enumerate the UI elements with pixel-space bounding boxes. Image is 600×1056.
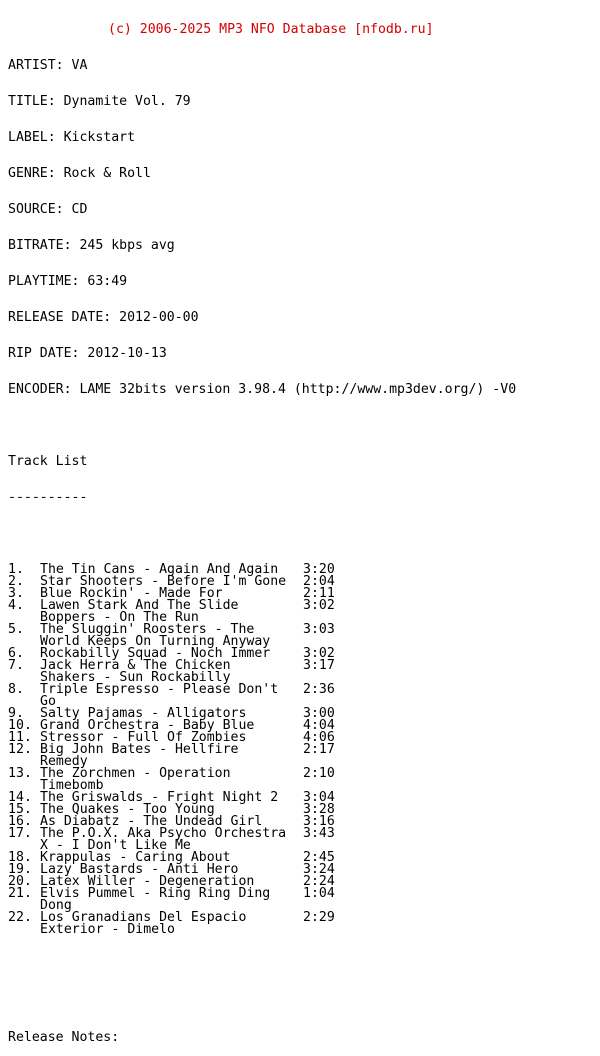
track-number: 16. [8, 814, 32, 829]
track-title: Stressor - Full Of Zombies [40, 730, 247, 745]
track-title: The Sluggin' Roosters - The [40, 622, 255, 637]
nfo-document [8, 0, 516, 1056]
track-number: 9. [8, 706, 24, 721]
artist-line: ARTIST: VA [8, 58, 88, 73]
track-row [8, 876, 516, 888]
track-number: 8. [8, 682, 24, 697]
track-row-continued [8, 900, 516, 912]
bitrate-line: BITRATE: 245 kbps avg [8, 238, 175, 253]
track-duration: 3:02 [303, 598, 335, 613]
track-title: Jack Herra & The Chicken [40, 658, 231, 673]
track-title: The Quakes - Too Young [40, 802, 215, 817]
tracklist-heading: Track List [8, 454, 88, 469]
track-duration: 2:29 [303, 910, 335, 925]
track-number: 1. [8, 562, 24, 577]
track-title: World Keeps On Turning Anyway [40, 634, 271, 649]
track-title: Lawen Stark And The Slide [40, 598, 239, 613]
track-duration: 2:11 [303, 586, 335, 601]
track-row-continued [8, 696, 516, 708]
track-duration: 4:06 [303, 730, 335, 745]
track-number: 19. [8, 862, 32, 877]
track-title: Latex Willer - Degeneration [40, 874, 255, 889]
track-duration [303, 756, 353, 768]
track-duration: 2:04 [303, 574, 335, 589]
track-row [8, 792, 516, 804]
rip-date-line: RIP DATE: 2012-10-13 [8, 346, 167, 361]
track-duration: 3:28 [303, 802, 335, 817]
track-duration: 3:24 [303, 862, 335, 877]
encoder-line: ENCODER: LAME 32bits version 3.98.4 (http://www.mp3dev.org/) -V0 [8, 382, 517, 397]
release-notes-heading: Release Notes: [8, 1030, 120, 1045]
track-number: 10. [8, 718, 32, 733]
track-title: The Tin Cans - Again And Again [40, 562, 279, 577]
spacer [8, 528, 516, 540]
track-title: Triple Espresso - Please Don't [40, 682, 279, 697]
track-row [8, 888, 516, 900]
track-duration: 3:04 [303, 790, 335, 805]
track-title: Remedy [40, 754, 88, 769]
track-number: 22. [8, 910, 32, 925]
playtime-line: PLAYTIME: 63:49 [8, 274, 128, 289]
track-row [8, 864, 516, 876]
track-number: 18. [8, 850, 32, 865]
track-row [8, 684, 516, 696]
track-number: 17. [8, 826, 32, 841]
track-duration: 3:43 [303, 826, 335, 841]
track-number: 2. [8, 574, 24, 589]
source-line: SOURCE: CD [8, 202, 88, 217]
track-duration: 3:16 [303, 814, 335, 829]
track-number: 21. [8, 886, 32, 901]
spacer [8, 996, 516, 1008]
track-duration: 3:00 [303, 706, 335, 721]
tracklist-underline: ---------- [8, 490, 88, 505]
track-number [8, 900, 40, 912]
track-title: Rockabilly Squad - Noch Immer [40, 646, 271, 661]
track-row-continued [8, 924, 516, 936]
track-title: Boppers - On The Run [40, 610, 199, 625]
track-duration: 3:02 [303, 646, 335, 661]
track-number: 12. [8, 742, 32, 757]
track-number [8, 924, 40, 936]
track-title: X - I Don't Like Me [40, 838, 191, 853]
track-number: 5. [8, 622, 24, 637]
track-title: Dong [40, 898, 72, 913]
track-duration [303, 840, 353, 852]
title-line: TITLE: Dynamite Vol. 79 [8, 94, 191, 109]
track-row [8, 852, 516, 864]
track-title: The Griswalds - Fright Night 2 [40, 790, 279, 805]
track-row-continued [8, 840, 516, 852]
track-row-continued [8, 756, 516, 768]
track-title: Shakers - Sun Rockabilly [40, 670, 231, 685]
track-row [8, 804, 516, 816]
track-number: 20. [8, 874, 32, 889]
track-number: 11. [8, 730, 32, 745]
track-row [8, 720, 516, 732]
track-number: 14. [8, 790, 32, 805]
track-title: Big John Bates - Hellfire [40, 742, 239, 757]
track-title: Elvis Pummel - Ring Ring Ding [40, 886, 271, 901]
track-title: As Diabatz - The Undead Girl [40, 814, 263, 829]
track-title: Exterior - Dimelo [40, 922, 175, 937]
track-title: Timebomb [40, 778, 104, 793]
track-row-continued [8, 672, 516, 684]
track-duration: 3:17 [303, 658, 335, 673]
track-duration: 4:04 [303, 718, 335, 733]
track-row-continued [8, 780, 516, 792]
track-title: Los Granadians Del Espacio [40, 910, 247, 925]
track-title: Go [40, 694, 56, 709]
track-list [8, 564, 516, 936]
track-number: 15. [8, 802, 32, 817]
track-number [8, 756, 40, 768]
track-row [8, 660, 516, 672]
track-duration [303, 900, 353, 912]
track-duration: 2:17 [303, 742, 335, 757]
track-duration: 3:03 [303, 622, 335, 637]
track-duration [303, 924, 353, 936]
track-duration: 2:36 [303, 682, 335, 697]
track-number: 3. [8, 586, 24, 601]
track-duration: 3:20 [303, 562, 335, 577]
track-title: Star Shooters - Before I'm Gone [40, 574, 287, 589]
track-title: Salty Pajamas - Alligators [40, 706, 247, 721]
track-row [8, 732, 516, 744]
release-date-line: RELEASE DATE: 2012-00-00 [8, 310, 199, 325]
track-number: 4. [8, 598, 24, 613]
track-duration [303, 696, 353, 708]
track-duration: 2:45 [303, 850, 335, 865]
track-number: 13. [8, 766, 32, 781]
track-duration: 2:10 [303, 766, 335, 781]
track-row [8, 912, 516, 924]
track-row [8, 708, 516, 720]
track-row [8, 768, 516, 780]
track-number: 7. [8, 658, 24, 673]
track-title: Lazy Bastards - Anti Hero [40, 862, 239, 877]
spacer [8, 420, 516, 432]
track-number [8, 672, 40, 684]
track-number [8, 840, 40, 852]
track-duration: 2:24 [303, 874, 335, 889]
track-number: 6. [8, 646, 24, 661]
track-title: Grand Orchestra - Baby Blue [40, 718, 255, 733]
track-row [8, 744, 516, 756]
genre-line: GENRE: Rock & Roll [8, 166, 151, 181]
track-duration: 1:04 [303, 886, 335, 901]
track-row [8, 828, 516, 840]
track-duration [303, 672, 353, 684]
spacer [8, 960, 516, 972]
track-title: Blue Rockin' - Made For [40, 586, 223, 601]
track-title: Krappulas - Caring About [40, 850, 231, 865]
track-duration [303, 780, 353, 792]
track-title: The Zorchmen - Operation [40, 766, 231, 781]
label-line: LABEL: Kickstart [8, 130, 136, 145]
track-row [8, 816, 516, 828]
track-number [8, 696, 40, 708]
track-number [8, 780, 40, 792]
copyright-header: (c) 2006-2025 MP3 NFO Database [nfodb.ru] [108, 22, 434, 37]
track-title: The P.O.X. Aka Psycho Orchestra [40, 826, 287, 841]
